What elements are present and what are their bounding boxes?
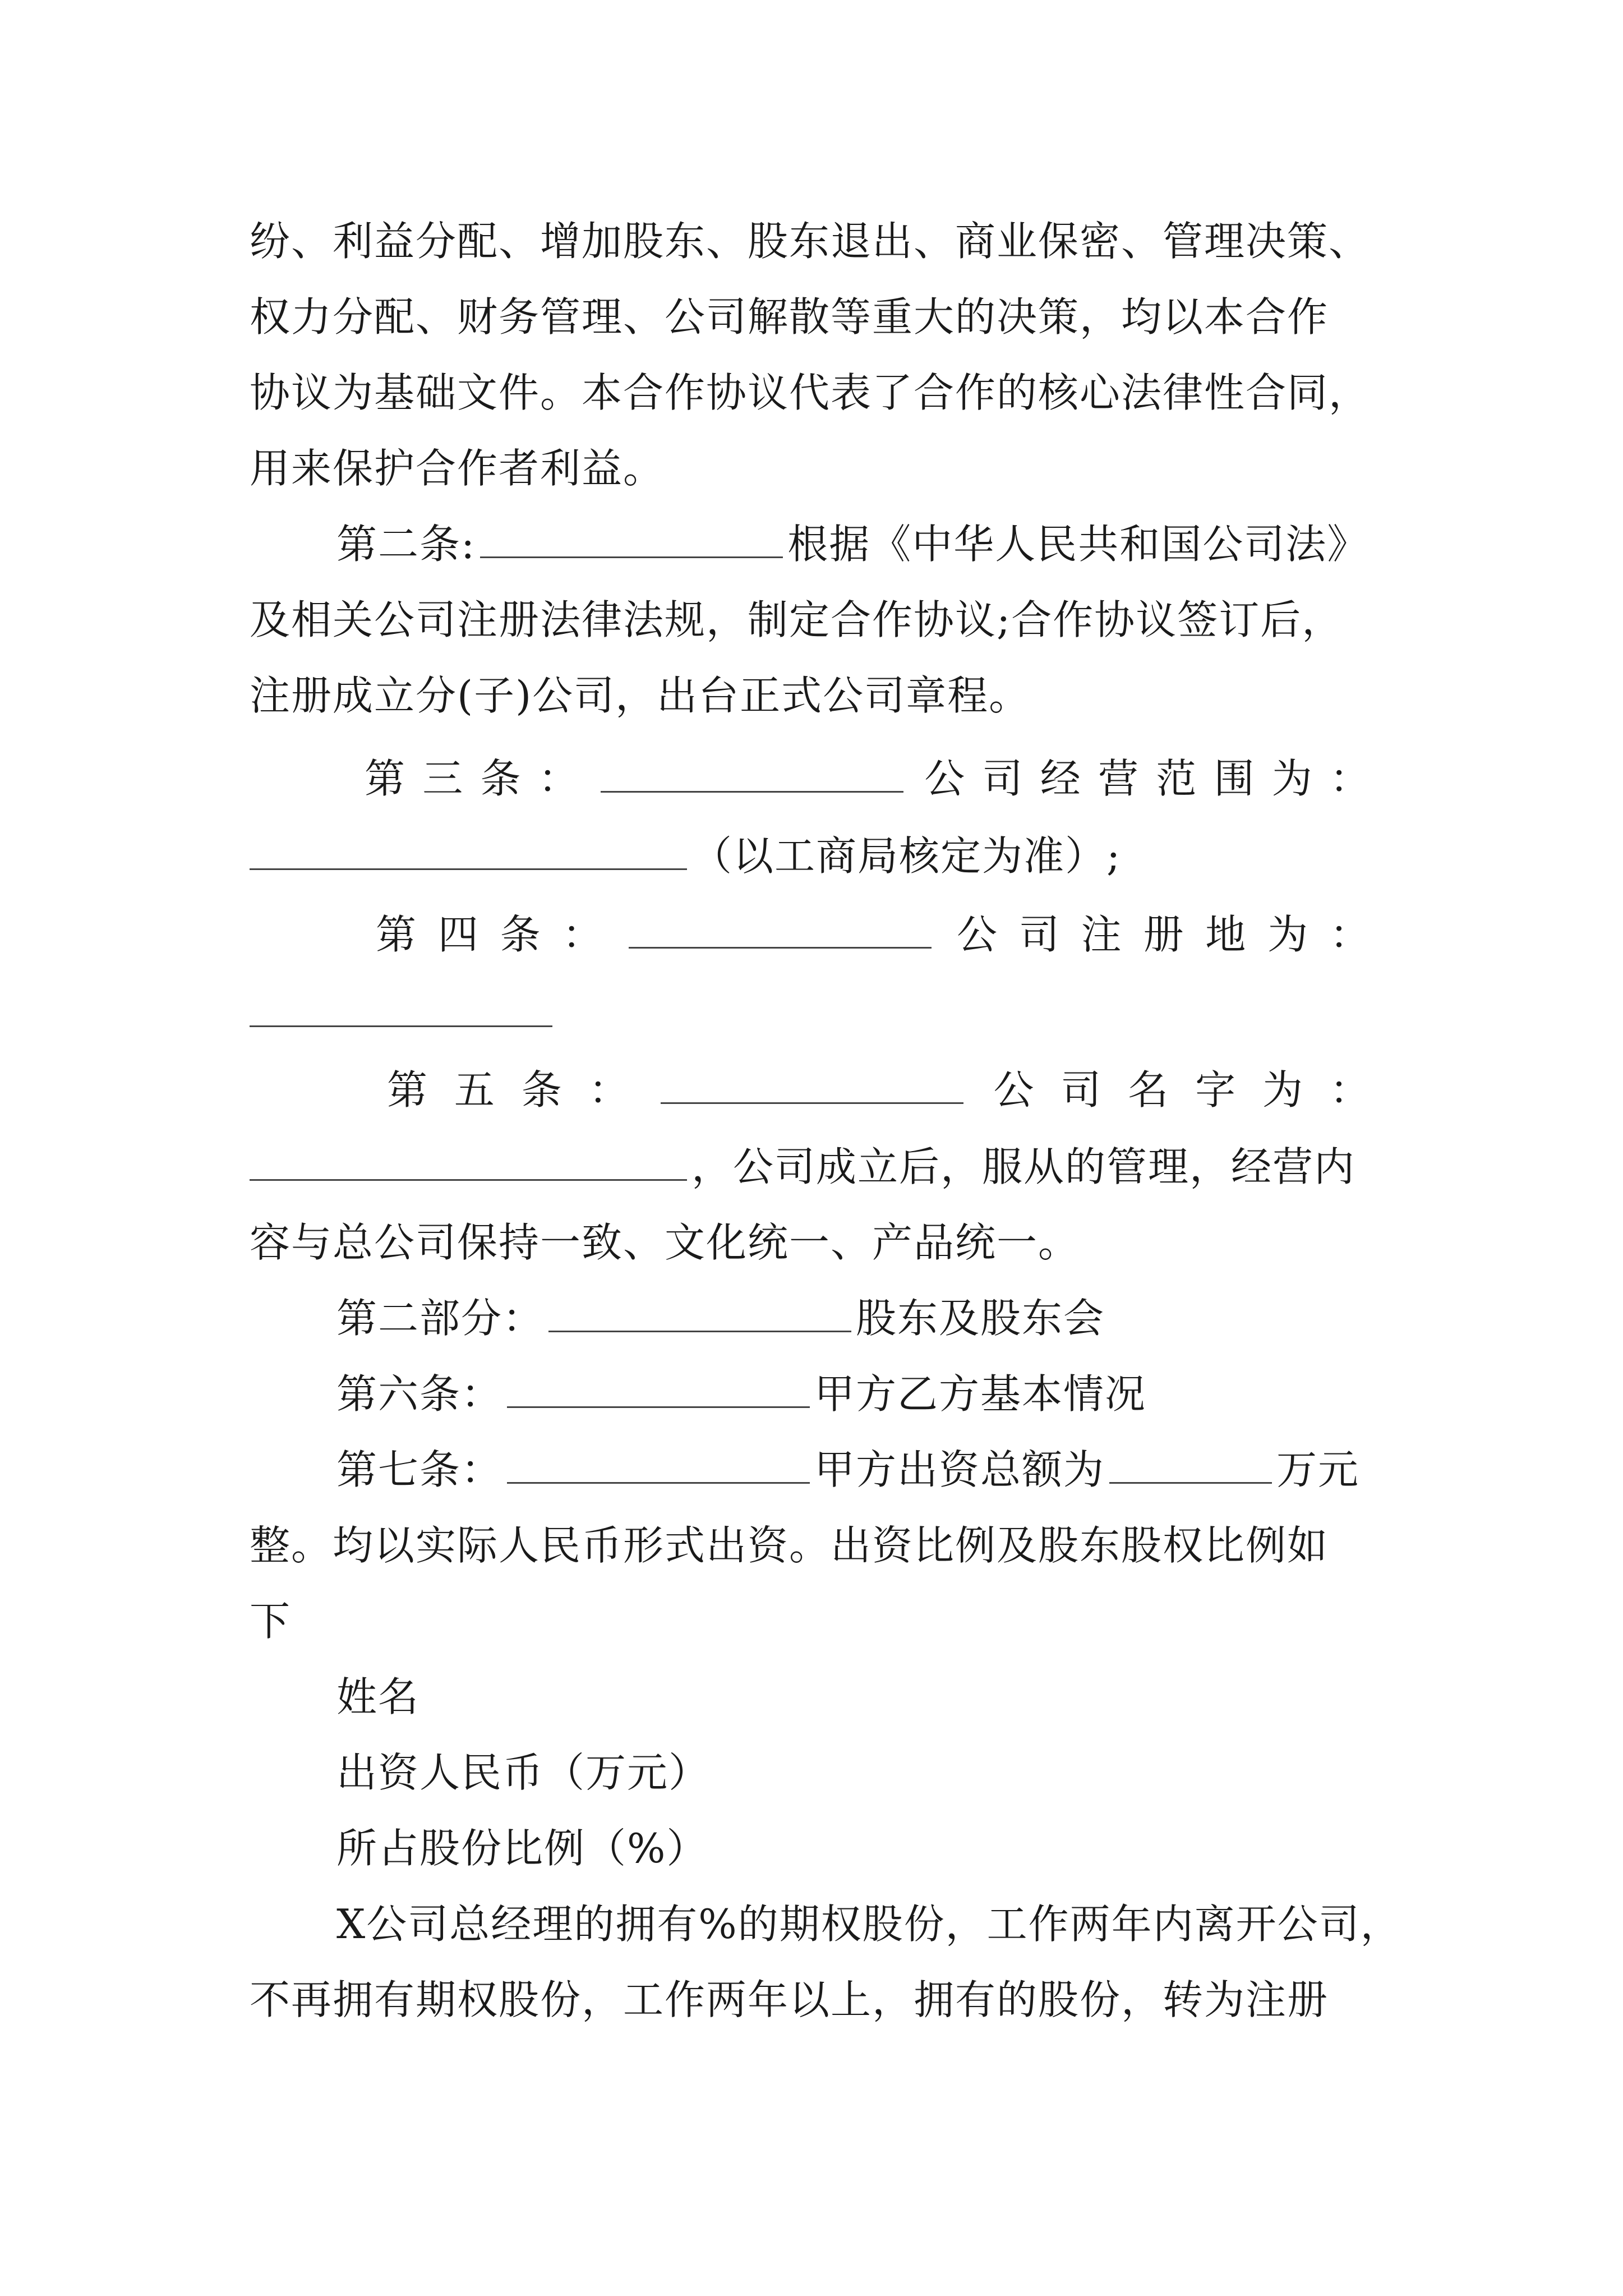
part-2-text: 股东及股东会 <box>856 1295 1105 1342</box>
blank-field <box>661 1069 963 1104</box>
article-4-char: 注 <box>1081 911 1123 958</box>
blank-field <box>629 913 932 949</box>
article-4-char: 条 <box>500 911 542 958</box>
article-2-label: 第二条: <box>336 521 476 568</box>
text-line: 协议为基础文件。本合作协议代表了合作的核心法律性合同， <box>250 369 1371 416</box>
article-7-text: 甲方出资总额为 <box>814 1446 1105 1493</box>
text-line: 纷、利益分配、增加股东、股东退出、商业保密、管理决策、 <box>250 218 1371 265</box>
article-3-char: 范 <box>1156 755 1198 802</box>
article-3-char: ： <box>538 755 580 802</box>
article-5-char: 字 <box>1195 1066 1237 1114</box>
article-4-char: 四 <box>437 911 479 958</box>
article-3-line-2 <box>250 829 1399 883</box>
article-4-char: 地 <box>1205 911 1247 958</box>
article-5-char: 为 <box>1262 1066 1304 1114</box>
article-5-line <box>387 1063 1371 1117</box>
article-3-char: 第 <box>365 755 407 802</box>
text-line: 整。均以实际人民币形式出资。出资比例及股东股权比例如 <box>250 1522 1329 1569</box>
article-4-char: 为 <box>1267 911 1310 958</box>
text-line: 注册成立分(子)公司，出台正式公司章程。 <box>250 672 1031 719</box>
blank-field <box>1109 1448 1272 1484</box>
blank-field <box>548 1297 851 1332</box>
article-5-line-2 <box>250 1140 1399 1194</box>
article-2-line <box>336 517 1486 571</box>
article-3-char: 为 <box>1271 755 1313 802</box>
article-3-char: 司 <box>982 755 1024 802</box>
article-5-char: ： <box>588 1066 630 1114</box>
article-5-char: ： <box>1329 1066 1371 1114</box>
article-3-char: ： <box>1329 755 1371 802</box>
text-line: 权力分配、财务管理、公司解散等重大的决策，均以本合作 <box>250 293 1329 341</box>
article-7-line <box>336 1443 1486 1497</box>
article-4-char: ： <box>1329 911 1371 958</box>
article-5-char: 名 <box>1128 1066 1170 1114</box>
article-5-char: 公 <box>993 1066 1035 1114</box>
blank-field <box>250 992 552 1027</box>
article-4-line <box>376 908 1371 961</box>
table-header-ratio: 所占股份比例（%） <box>336 1825 708 1872</box>
article-3-char: 经 <box>1040 755 1082 802</box>
table-header-name: 姓名 <box>336 1673 420 1720</box>
article-3-char: 条 <box>480 755 522 802</box>
text-line: 及相关公司注册法律法规，制定合作协议;合作协议签订后， <box>250 596 1344 643</box>
article-7-unit: 万元 <box>1276 1446 1360 1493</box>
article-5-char: 条 <box>521 1066 563 1114</box>
article-3-char: 三 <box>422 755 464 802</box>
article-3-text: （以工商局核定为准）; <box>691 832 1122 880</box>
blank-field <box>250 1145 687 1181</box>
article-4-char: 司 <box>1018 911 1061 958</box>
article-3-char: 公 <box>924 755 966 802</box>
article-6-label: 第六条： <box>336 1370 503 1418</box>
article-7-label: 第七条： <box>336 1446 503 1493</box>
part-2-line <box>336 1291 1486 1345</box>
article-4-char: 第 <box>376 911 418 958</box>
article-2-text: 根据《中华人民共和国公司法》 <box>787 521 1369 568</box>
article-4-char: 公 <box>957 911 999 958</box>
text-line: 不再拥有期权股份，工作两年以上，拥有的股份，转为注册 <box>250 1976 1329 2023</box>
table-header-capital: 出资人民币（万元） <box>336 1749 711 1796</box>
text-line: 下 <box>250 1598 292 1645</box>
text-line: 用来保护合作者利益。 <box>250 445 665 492</box>
blank-field <box>507 1448 810 1484</box>
blank-field <box>507 1373 810 1408</box>
article-4-char: 册 <box>1143 911 1185 958</box>
article-6-text: 甲方乙方基本情况 <box>814 1370 1147 1418</box>
article-4-char: ： <box>562 911 604 958</box>
text-line: 容与总公司保持一致、文化统一、产品统一。 <box>250 1219 1080 1266</box>
text-line: X公司总经理的拥有%的期权股份，工作两年内离开公司， <box>336 1901 1402 1948</box>
article-3-char: 营 <box>1098 755 1140 802</box>
article-5-char: 第 <box>387 1066 429 1114</box>
article-4-line-2 <box>250 986 1399 1040</box>
article-6-line <box>336 1367 1486 1421</box>
article-3-char: 围 <box>1214 755 1256 802</box>
blank-field <box>480 523 783 558</box>
article-3-line <box>365 752 1371 806</box>
article-5-char: 五 <box>454 1066 496 1114</box>
blank-field <box>601 757 903 793</box>
article-5-text: ，公司成立后，服从的管理，经营内 <box>691 1143 1356 1190</box>
blank-field <box>250 835 687 870</box>
part-2-label: 第二部分： <box>336 1295 545 1342</box>
article-5-char: 司 <box>1061 1066 1103 1114</box>
